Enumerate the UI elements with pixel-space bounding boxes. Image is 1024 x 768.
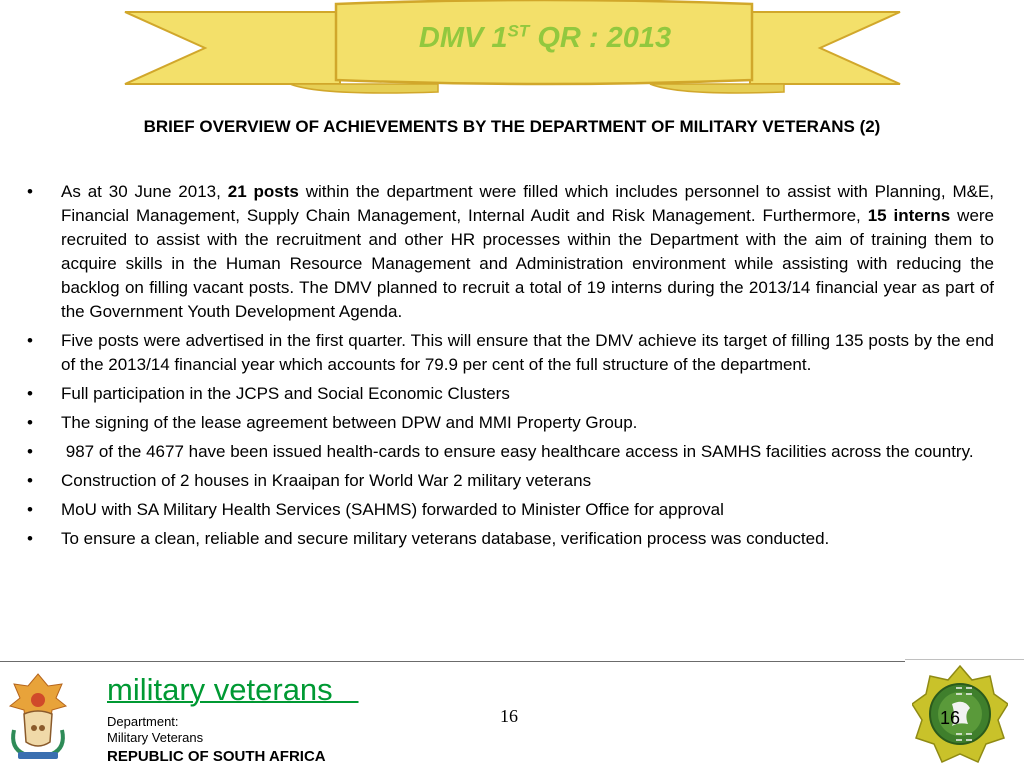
department-line: Department: — [107, 714, 179, 729]
footer-divider — [0, 661, 905, 662]
country-label: REPUBLIC OF SOUTH AFRICA — [107, 748, 326, 765]
bullet-icon: • — [27, 331, 33, 350]
banner-title: DMV 1ST QR : 2013 — [418, 21, 672, 54]
bullet-icon: • — [27, 529, 33, 548]
footer-divider-right — [905, 659, 1024, 660]
slide-heading: BRIEF OVERVIEW OF ACHIEVEMENTS BY THE DEPARTMENT OF MILITARY VETERANS (2) — [143, 117, 881, 136]
bullet-icon: • — [27, 384, 33, 403]
list-item: • Construction of 2 houses in Kraaipan for World War 2 military veterans — [20, 469, 994, 493]
emblem-page-number: 16 — [940, 708, 961, 728]
bullet-icon: • — [27, 471, 33, 490]
bullet-icon: • — [27, 413, 33, 432]
department-name: Military Veterans — [107, 730, 204, 745]
list-item: • 987 of the 4677 have been issued health-cards to ensure easy healthcare access in SAMHS facilities across the country. — [20, 440, 994, 464]
bullet-icon: • — [27, 182, 33, 201]
list-item: • MoU with SA Military Health Services (SAHMS) forwarded to Minister Office for approval — [20, 498, 994, 522]
list-item: • To ensure a clean, reliable and secure military veterans database, verification process was conducted. — [20, 527, 994, 551]
list-item: • As at 30 June 2013, 21 posts within the department were filled which includes personnel to assist with Planning, M&E, Financial Management, Supply Chain Management, Internal Audit and Risk Management. Furthermore, 15 interns were recruited to assist with the recruitment and other HR processes within the Department with the aim of training them to acquire skills in the Human Resource Management and Administration environment while assisting with reducing the backlog on filling vacant posts. The DMV planned to recruit a total of 19 interns during the 2013/14 financial year as part of the Government Youth Development Agenda. — [27, 182, 995, 321]
bullet-icon: • — [27, 500, 33, 519]
list-item: • The signing of the lease agreement between DPW and MMI Property Group. — [20, 411, 994, 435]
brand-name: military veterans — [107, 672, 359, 707]
department-label — [107, 714, 203, 746]
list-item: • Full participation in the JCPS and Social Economic Clusters — [20, 382, 994, 406]
list-item: • Five posts were advertised in the first quarter. This will ensure that the DMV achieve its target of filling 135 posts by the end of the 2013/14 financial year which accounts for 79.9 per cent of the full structure of the department. — [27, 331, 994, 374]
bullet-icon: • — [27, 442, 33, 461]
achievement-list — [20, 180, 994, 556]
coat-of-arms-icon — [4, 670, 72, 762]
page-number: 16 — [500, 706, 518, 726]
